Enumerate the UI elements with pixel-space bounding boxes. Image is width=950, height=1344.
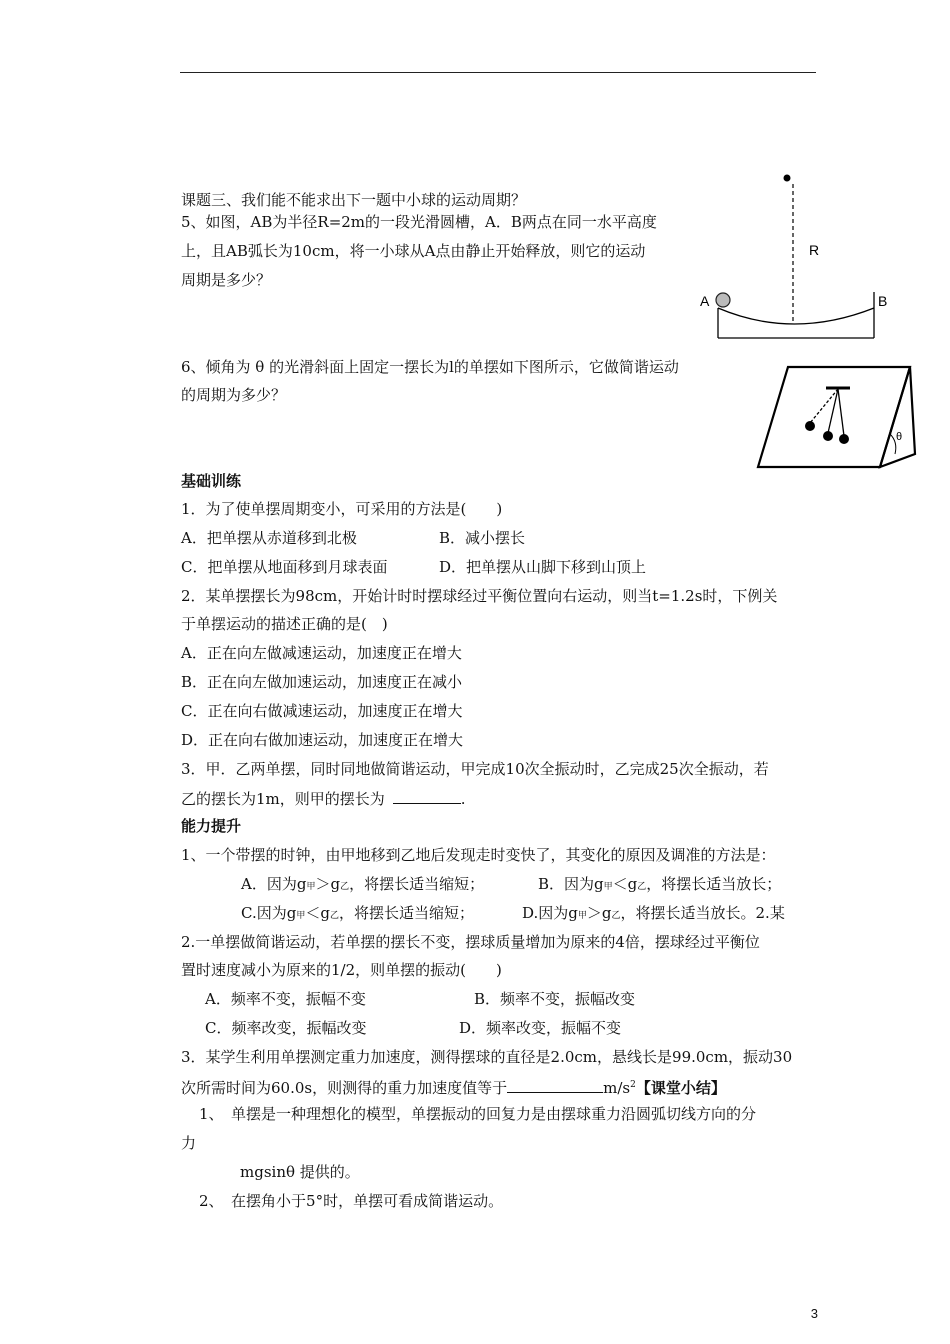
pendulum-bob xyxy=(839,434,849,444)
q6-line1: 6、倾角为 θ 的光滑斜面上固定一摆长为l的单摆如下图所示，它做简谐运动 xyxy=(181,358,679,376)
label-theta: θ xyxy=(896,431,903,443)
basic-q2-stem1: 2．某单摆摆长为98cm，开始计时时摆球经过平衡位置向右运动，则当t=1.2s时，下例关 xyxy=(181,587,778,605)
summary-p1-line3: mgsinθ 提供的。 xyxy=(240,1163,360,1181)
incline-surface xyxy=(758,367,910,467)
adv-q2-stem2: 置时速度减小为原来的1/2，则单摆的振动( ) xyxy=(181,961,502,979)
basic-q3-stem2: 乙的摆长为1m，则甲的摆长为 . xyxy=(181,790,466,808)
summary-heading: 【课堂小结】 xyxy=(635,1079,726,1097)
basic-heading: 基础训练 xyxy=(181,472,242,490)
adv-q1-stem: 1、一个带摆的时钟，由甲地移到乙地后发现走时变快了，其变化的原因及调准的方法是： xyxy=(181,846,776,864)
basic-q2-d: D．正在向右做加速运动，加速度正在增大 xyxy=(181,731,464,749)
adv-q1-d: D.因为g甲＞g乙，将摆长适当放长。2.某 xyxy=(522,904,785,922)
adv-q1-c: C.因为g甲＜g乙，将摆长适当缩短； xyxy=(241,904,474,922)
basic-q2-b: B．正在向左做加速运动，加速度正在减小 xyxy=(181,673,463,691)
adv-q2-a: A．频率不变，振幅不变 xyxy=(205,990,366,1008)
basic-q1-a: A．把单摆从赤道移到北极 xyxy=(181,529,357,547)
adv-q2-b: B．频率不变，振幅改变 xyxy=(474,990,636,1008)
summary-p2: 2、 在摆角小于5°时，单摆可看成简谐运动。 xyxy=(199,1192,504,1210)
basic-q2-a: A．正在向左做减速运动，加速度正在增大 xyxy=(181,644,462,662)
pendulum-bob xyxy=(805,421,815,431)
basic-q1-b: B．减小摆长 xyxy=(439,529,526,547)
q5-line1: 5、如图，AB为半径R=2m的一段光滑圆槽，A．B两点在同一水平高度 xyxy=(181,213,657,231)
basic-q1-c: C．把单摆从地面移到月球表面 xyxy=(181,558,388,576)
answer-blank[interactable] xyxy=(393,788,461,804)
page-number: 3 xyxy=(810,1306,818,1321)
ball xyxy=(716,293,730,307)
arc-groove xyxy=(718,308,874,324)
incline-pendulum-figure xyxy=(750,362,920,474)
pivot-point xyxy=(784,175,791,182)
basic-q1-d: D．把单摆从山脚下移到山顶上 xyxy=(439,558,647,576)
adv-q3-stem2: 次所需时间为60.0s，则测得的重力加速度值等于 $m/s^2$【课堂小结】 xyxy=(181,1079,726,1097)
topic3-intro: 课题三、我们能不能求出下一题中小球的运动周期？ xyxy=(181,191,527,209)
label-a: A xyxy=(700,293,710,309)
q5-line3: 周期是多少？ xyxy=(181,271,272,289)
label-b: B xyxy=(878,293,888,309)
adv-q2-c: C．频率改变，振幅改变 xyxy=(205,1019,367,1037)
q6-line2: 的周期为多少？ xyxy=(181,386,287,404)
arc-groove-figure xyxy=(696,168,896,340)
label-r: R xyxy=(809,242,820,258)
adv-q3-stem1: 3．某学生利用单摆测定重力加速度，测得摆球的直径是2.0cm，悬线长是99.0cm，振动30 xyxy=(181,1048,793,1066)
basic-q2-stem2: 于单摆运动的描述正确的是( ) xyxy=(181,615,388,633)
q5-line2: 上，且AB弧长为10cm，将一小球从A点由静止开始释放，则它的运动 xyxy=(181,242,646,260)
basic-q2-c: C．正在向右做减速运动，加速度正在增大 xyxy=(181,702,463,720)
adv-q2-d: D．频率改变，振幅不变 xyxy=(459,1019,622,1037)
summary-p1-line1: 1、 单摆是一种理想化的模型，单摆振动的回复力是由摆球重力沿圆弧切线方向的分 xyxy=(199,1105,757,1123)
header-rule xyxy=(180,72,816,73)
adv-q2-stem1: 2.一单摆做简谐运动，若单摆的摆长不变，摆球质量增加为原来的4倍，摆球经过平衡位 xyxy=(181,933,760,951)
adv-q1-b: B．因为g甲＜g乙，将摆长适当放长； xyxy=(538,875,782,893)
answer-blank[interactable] xyxy=(507,1077,603,1093)
basic-q1-stem: 1．为了使单摆周期变小，可采用的方法是( ) xyxy=(181,500,503,518)
adv-q1-a: A．因为g甲＞g乙，将摆长适当缩短； xyxy=(241,875,485,893)
summary-p1-line2: 力 xyxy=(181,1134,197,1152)
advanced-heading: 能力提升 xyxy=(181,817,242,835)
basic-q3-stem1: 3．甲．乙两单摆，同时同地做简谐运动，甲完成10次全振动时，乙完成25次全振动，若 xyxy=(181,760,769,778)
pendulum-bob xyxy=(823,431,833,441)
